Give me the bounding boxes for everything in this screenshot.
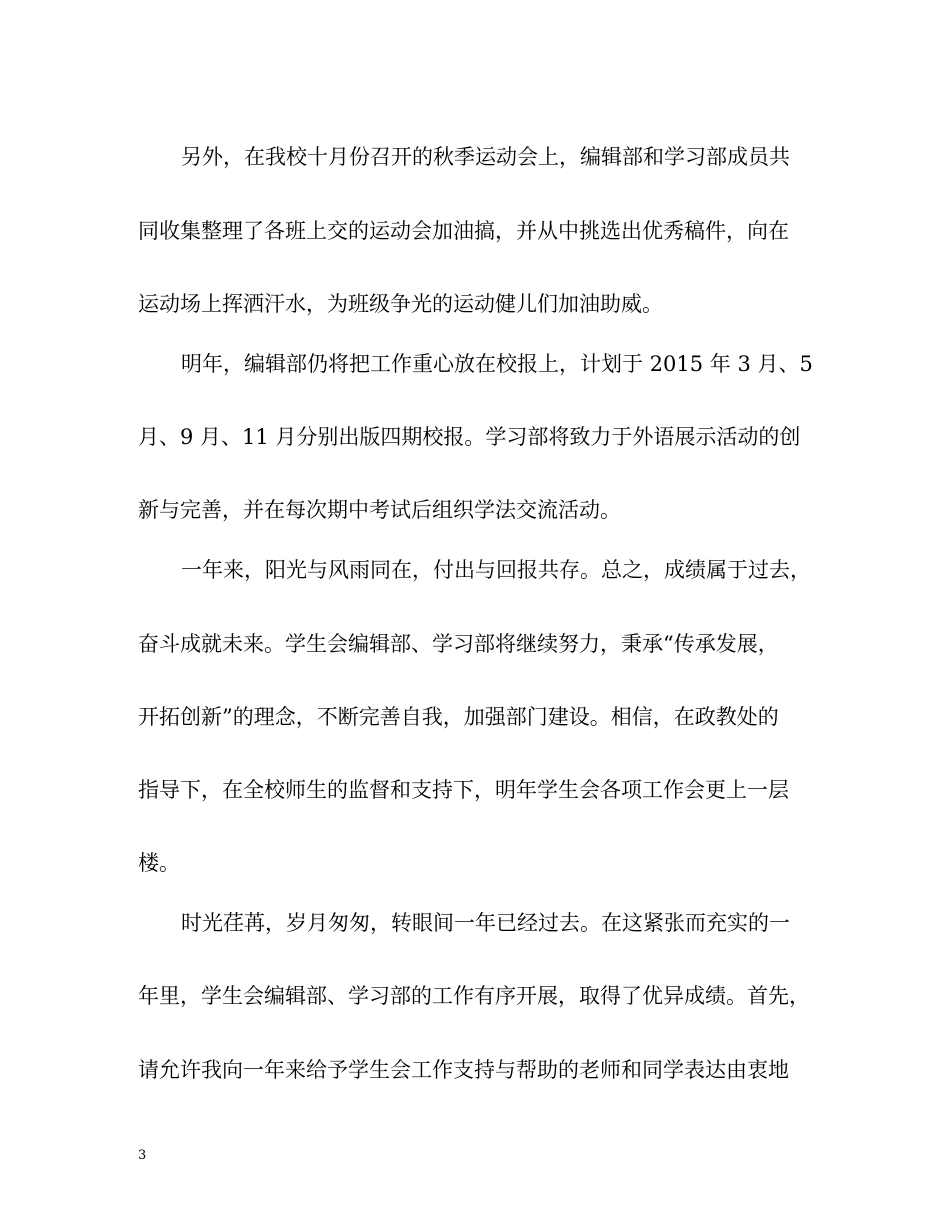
paragraph-2-line-1: 明年，编辑部仍将把工作重心放在校报上，计划于 2015 年 3 月、5 xyxy=(181,352,813,376)
paragraph-3-line-3: 开拓创新”的理念，不断完善自我，加强部门建设。相信，在政教处的 xyxy=(138,705,779,729)
paragraph-2-line-3: 新与完善，并在每次期中考试后组织学法交流活动。 xyxy=(138,498,621,522)
paragraph-1-line-2: 同收集整理了各班上交的运动会加油搞，并从中挑选出优秀稿件，向在 xyxy=(138,219,789,243)
paragraph-4-line-1: 时光荏苒，岁月匆匆，转眼间一年已经过去。在这紧张而充实的一 xyxy=(181,911,790,935)
paragraph-3-line-4: 指导下，在全校师生的监督和支持下，明年学生会各项工作会更上一层 xyxy=(138,778,789,802)
paragraph-2-line-2: 月、9 月、11 月分别出版四期校报。学习部将致力于外语展示活动的创 xyxy=(138,425,801,449)
paragraph-1-line-1: 另外，在我校十月份召开的秋季运动会上，编辑部和学习部成员共 xyxy=(181,145,790,169)
paragraph-3-line-5: 楼。 xyxy=(138,851,180,875)
paragraph-4-line-3: 请允许我向一年来给予学生会工作支持与帮助的老师和同学表达由衷地 xyxy=(138,1058,789,1082)
paragraph-3-line-2: 奋斗成就未来。学生会编辑部、学习部将继续努力，秉承“传承发展， xyxy=(138,632,779,656)
paragraph-3-line-1: 一年来，阳光与风雨同在，付出与回报共存。总之，成绩属于过去， xyxy=(181,558,811,582)
paragraph-4-line-2: 年里，学生会编辑部、学习部的工作有序开展，取得了优异成绩。首先， xyxy=(138,984,810,1008)
page-number: 3 xyxy=(138,1148,147,1163)
paragraph-1-line-3: 运动场上挥洒汗水，为班级争光的运动健儿们加油助威。 xyxy=(138,292,663,316)
